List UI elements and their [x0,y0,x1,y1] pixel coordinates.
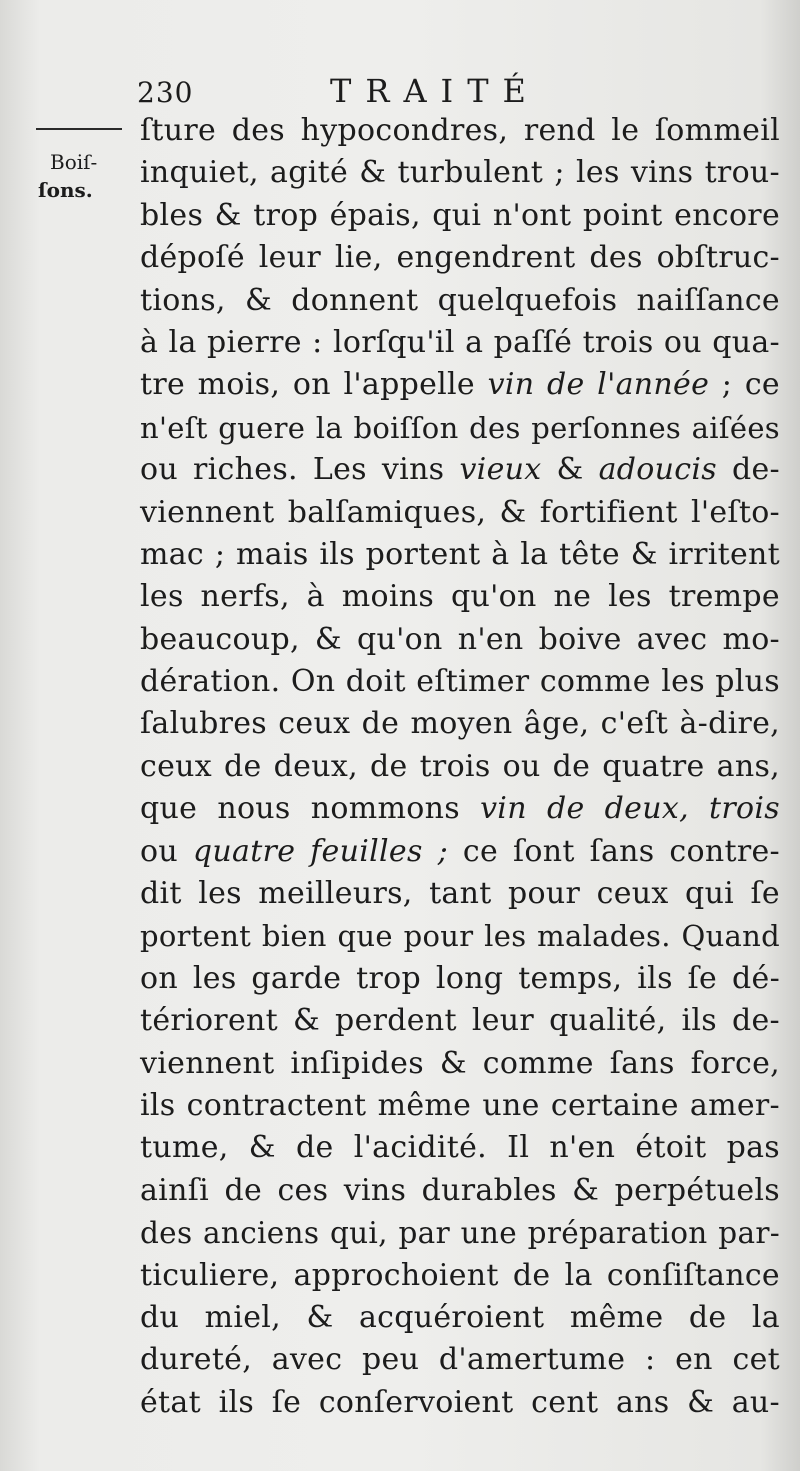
text-line [140,958,780,1000]
text-line [140,1255,780,1297]
text-line [140,1339,780,1381]
margin-note [38,148,130,204]
italic-segment: vin de deux, trois [480,791,780,827]
text-line [140,237,780,279]
text-line [140,1000,780,1042]
italic-segment: vin de l'année [487,367,710,403]
text-line [140,152,780,194]
body-text [140,110,780,1424]
text-segment: ſture des hypocondres, rend le ſommeil [140,113,780,148]
text-segment: beaucoup, & qu'on n'en boive avec mo- [140,621,780,657]
page-number: 230 [137,76,194,109]
text-segment: ainſi de ces vins durables & perpétuels [140,1172,780,1208]
margin-note-line: ſons. [38,178,93,202]
text-line [140,280,780,322]
text-segment: les nerfs, à moins qu'on ne les trempe [140,579,780,615]
text-line [140,1085,780,1127]
text-line [140,534,780,576]
italic-segment: quatre feuilles ; [192,833,448,869]
text-segment: ils contractent même une certaine amer- [140,1087,780,1123]
text-line [140,1043,780,1085]
running-title: TRAITÉ [330,72,540,110]
text-segment: inquiet, agité & turbulent ; les vins trou- [140,155,780,191]
text-segment: tions, & donnent quelquefois naiſſance [140,282,780,318]
text-line [140,873,780,915]
text-segment: dération. On doit eſtimer comme les plus [140,664,780,700]
margin-note-line: Boiſ- [50,150,98,174]
text-segment: ; ce [709,367,780,403]
text-segment: des anciens qui, par une préparation par- [140,1216,780,1251]
text-segment: ſalubres ceux de moyen âge, c'eſt à-dire, [140,706,780,742]
text-line [140,1297,780,1339]
text-line [140,195,780,237]
text-segment: n'eſt guere la boiſſon des perſonnes aiſées [140,410,780,445]
text-line [140,576,780,618]
text-segment: à la pierre : lorſqu'il a paſſé trois ou qua- [140,324,780,360]
text-line [140,492,780,534]
text-line [140,1382,780,1424]
text-line [140,407,780,449]
text-segment: ou [140,833,193,869]
text-line [140,915,780,957]
text-segment: dit les meilleurs, tant pour ceux qui ſe [140,876,780,912]
text-segment: état ils ſe conſervoient cent ans & au- [140,1384,780,1420]
text-segment: on les garde trop long temps, ils ſe dé- [140,960,780,996]
text-line [140,1170,780,1212]
text-segment: viennent balſamiques, & fortifient l'eſto- [140,494,780,530]
text-line [140,322,780,364]
margin-rule [36,128,122,130]
italic-segment: vieux [459,452,542,488]
text-segment: bles & trop épais, qui n'ont point encore [140,197,780,233]
text-segment: dureté, avec peu d'amertume : en cet [140,1342,780,1378]
text-line [140,661,780,703]
text-segment: tériorent & perdent leur qualité, ils de- [140,1003,780,1039]
text-segment: ou riches. Les vins [140,452,460,488]
text-segment: de- [716,452,780,488]
text-line [140,703,780,745]
text-line [140,788,780,830]
text-segment: tre mois, on l'appelle [140,367,488,403]
text-line [140,1127,780,1169]
text-line [140,746,780,788]
text-segment: dépoſé leur lie, engendrent des obſtruc- [140,240,780,276]
italic-segment: adoucis [598,452,717,488]
text-line [140,619,780,661]
text-segment: & [541,452,599,488]
text-segment: du miel, & acquéroient même de la [140,1299,780,1335]
text-segment: mac ; mais ils portent à la tête & irritent [140,536,780,572]
text-line [140,831,780,873]
text-segment: ceux de deux, de trois ou de quatre ans, [140,748,780,784]
text-segment: viennent inſipides & comme ſans force, [140,1045,780,1081]
text-line [140,110,780,152]
text-line [140,449,780,491]
text-segment: ticuliere, approchoient de la conſiſtance [140,1257,780,1293]
text-segment: portent bien que pour les malades. Quand [140,919,780,954]
text-line [140,364,780,406]
text-line [140,1212,780,1254]
text-segment: tume, & de l'acidité. Il n'en étoit pas [140,1130,780,1166]
text-segment: que nous nommons [140,791,481,827]
text-segment: ce ſont ſans contre- [447,833,780,869]
